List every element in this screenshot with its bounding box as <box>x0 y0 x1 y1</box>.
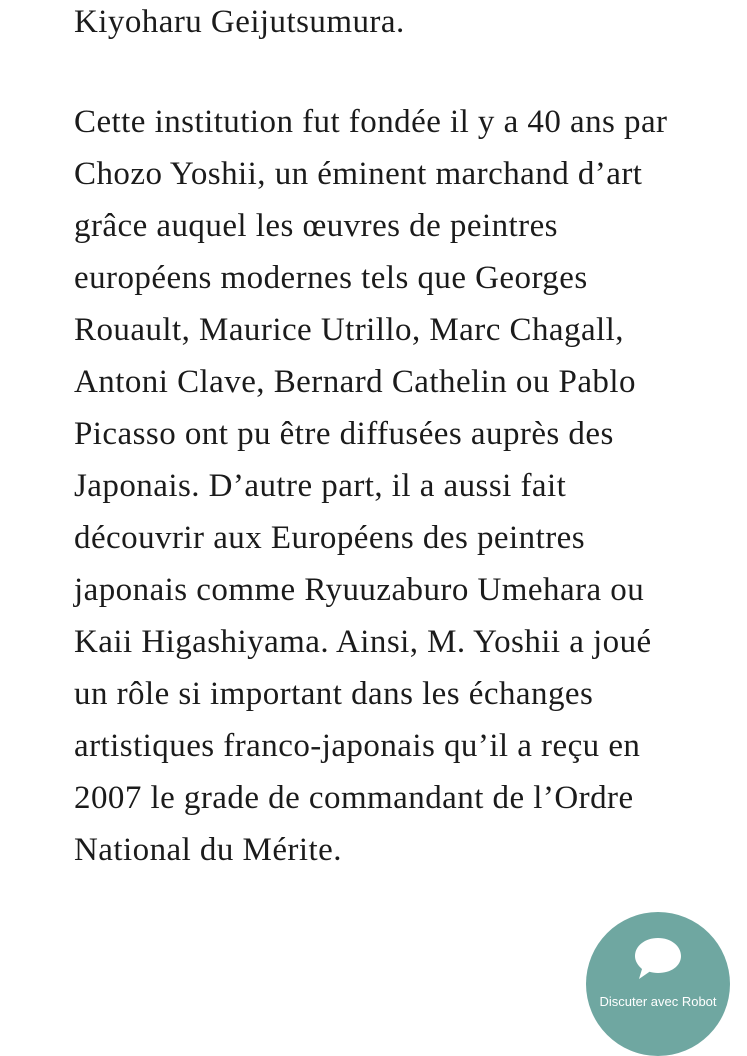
article-paragraph: Cette institution fut fondée il y a 40 ans par Chozo Yoshii, un éminent marchand d’art grâce auquel les œuvres de peintres européens modernes tels que Georges Rouault, Maurice Utrillo, Marc Chagall, Antoni Clave, Bernard Cathelin ou Pablo Picasso ont pu être diffusées auprès des Japonais. D’autre part, il a aussi fait découvrir aux Européens des peintres japonais comme Ryuuzaburo Umehara ou Kaii Higashiyama. Ainsi, M. Yoshii a joué un rôle si important dans les échanges artistiques franco-japonais qu’il a reçu en 2007 le grade de commandant de l’Ordre National du Mérite. <box>74 104 668 868</box>
article-paragraph: Kiyoharu Geijutsumura. <box>74 4 405 40</box>
chat-bubble-icon <box>634 936 682 982</box>
chat-widget-label: Discuter avec Robot <box>599 994 717 1009</box>
article-body <box>74 0 674 876</box>
chat-widget-button[interactable] <box>586 912 730 1056</box>
